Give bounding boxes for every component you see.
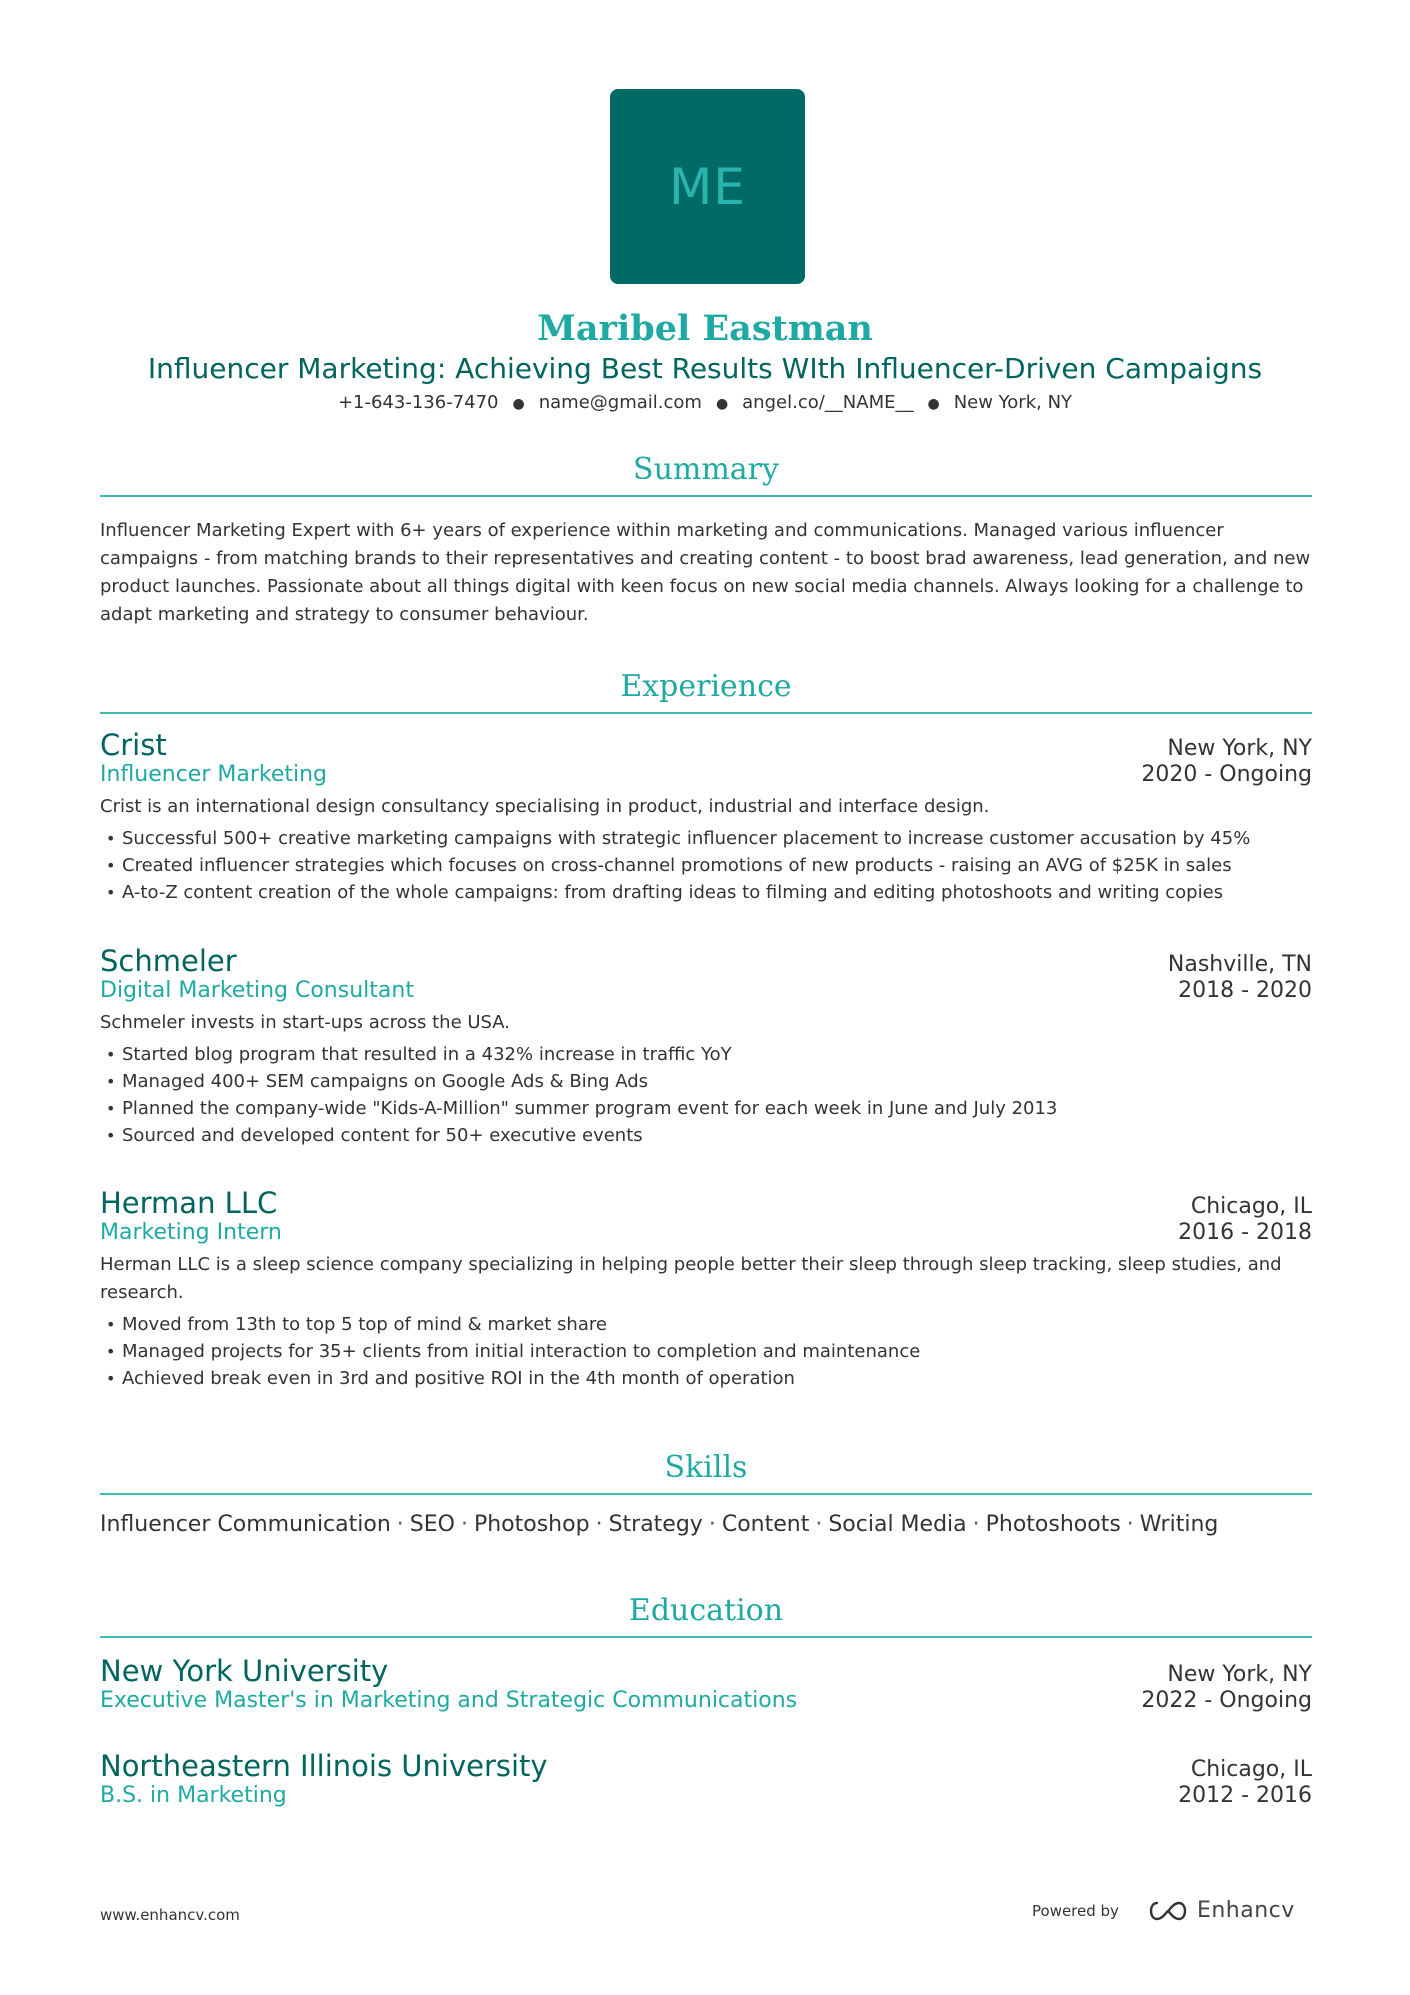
experience-entry	[100, 944, 1312, 1149]
skill-item: Photoshop	[473, 1512, 590, 1537]
education-location: Chicago, IL	[1190, 1757, 1312, 1782]
experience-dates: 2016 - 2018	[1178, 1220, 1312, 1245]
experience-company: Crist	[100, 728, 167, 762]
separator-dot: ●	[512, 396, 525, 412]
experience-bullet: • Started blog program that resulted in a 432% increase in traffic YoY	[100, 1041, 1312, 1068]
experience-location: Nashville, TN	[1167, 952, 1312, 977]
summary-text: Influencer Marketing Expert with 6+ years of experience within marketing and communications. Managed various influencer campaigns - from matching brands to their representatives and creating content - to boost brad awareness, lead generation, and new product launches. Passionate about all things digital with keen focus on new social media channels. Always looking for a challenge to adapt marketing and strategy to consumer behaviour.	[100, 520, 1311, 625]
avatar	[610, 89, 805, 284]
education-dates: 2022 - Ongoing	[1141, 1688, 1312, 1713]
experience-location: New York, NY	[1167, 736, 1312, 761]
separator-dot: ●	[715, 396, 729, 412]
education-school: New York University	[100, 1654, 389, 1688]
experience-entry	[100, 1186, 1312, 1392]
skill-item: SEO	[409, 1512, 455, 1537]
avatar-initials: ME	[669, 157, 746, 216]
footer-website[interactable]: www.enhancv.com	[100, 1906, 240, 1924]
skill-item: Strategy	[608, 1512, 703, 1537]
experience-description: Crist is an international design consultancy specialising in product, industrial and interface design.	[100, 796, 990, 817]
education-degree: Executive Master's in Marketing and Strategic Communications	[100, 1688, 798, 1713]
skill-item: Content	[721, 1512, 810, 1537]
experience-bullet: • Managed projects for 35+ clients from initial interaction to completion and maintenance	[100, 1338, 1312, 1365]
education-dates: 2012 - 2016	[1178, 1783, 1312, 1808]
experience-entry	[100, 728, 1312, 906]
section-title-experience: Experience	[100, 669, 1312, 714]
experience-company: Herman LLC	[100, 1186, 278, 1220]
education-entry	[100, 1749, 1312, 1808]
separator-dot: ●	[927, 396, 940, 412]
contact-location: New York, NY	[953, 392, 1073, 413]
experience-location: Chicago, IL	[1190, 1194, 1312, 1219]
experience-description: Schmeler invests in start-ups across the USA.	[100, 1012, 511, 1033]
skill-item: Influencer Communication	[100, 1512, 391, 1537]
section-title-summary: Summary	[100, 452, 1312, 497]
contact-phone[interactable]: +1-643-136-7470	[337, 392, 499, 413]
education-entry	[100, 1654, 1312, 1713]
experience-bullet: • Moved from 13th to top 5 top of mind & market share	[100, 1311, 1312, 1338]
education-location: New York, NY	[1167, 1662, 1312, 1687]
experience-bullet: • Successful 500+ creative marketing campaigns with strategic influencer placement to increase customer accusation by 45%	[100, 825, 1312, 852]
skill-item: Writing	[1139, 1512, 1219, 1537]
enhancv-logo	[1145, 1898, 1295, 1923]
experience-description: Herman LLC is a sleep science company specializing in helping people better their sleep through sleep tracking, sleep studies, and research.	[100, 1254, 1282, 1303]
skill-item: Photoshoots	[985, 1512, 1121, 1537]
contact-email[interactable]: name@gmail.com	[538, 392, 702, 413]
section-title-education: Education	[100, 1593, 1312, 1638]
experience-role: Digital Marketing Consultant	[100, 978, 414, 1003]
experience-bullets	[100, 1311, 1312, 1392]
experience-bullet: • Achieved break even in 3rd and positive ROI in the 4th month of operation	[100, 1365, 1312, 1392]
candidate-name: Maribel Eastman	[537, 308, 873, 349]
experience-company: Schmeler	[100, 944, 237, 978]
experience-bullet: • Sourced and developed content for 50+ executive events	[100, 1122, 1312, 1149]
experience-bullets	[100, 825, 1312, 906]
enhancv-brand: Enhancv	[1196, 1898, 1295, 1923]
experience-bullets	[100, 1041, 1312, 1149]
education-school: Northeastern Illinois University	[100, 1749, 548, 1783]
experience-role: Influencer Marketing	[100, 762, 328, 787]
candidate-headline: Influencer Marketing: Achieving Best Results WIth Influencer-Driven Campaigns	[147, 352, 1263, 385]
contact-website[interactable]: angel.co/__NAME__	[742, 392, 914, 413]
enhancv-logo-icon	[1145, 1899, 1191, 1923]
experience-role: Marketing Intern	[100, 1220, 282, 1245]
footer-powered-by[interactable]	[1032, 1898, 1295, 1923]
powered-by-label: Powered by	[1032, 1901, 1119, 1920]
experience-dates: 2018 - 2020	[1178, 978, 1312, 1003]
experience-dates: 2020 - Ongoing	[1141, 762, 1312, 787]
section-title-skills: Skills	[100, 1450, 1312, 1495]
contact-line	[0, 392, 1410, 413]
education-degree: B.S. in Marketing	[100, 1783, 287, 1808]
skills-list: Influencer Communication · SEO · Photoshop · Strategy · Content · Social Media · Photoshoots · Writing	[100, 1512, 1219, 1537]
skill-item: Social Media	[828, 1512, 967, 1537]
experience-bullet: • Created influencer strategies which focuses on cross-channel promotions of new products - raising an AVG of $25K in sales	[100, 852, 1312, 879]
experience-bullet: • Planned the company-wide "Kids-A-Million" summer program event for each week in June and July 2013	[100, 1095, 1312, 1122]
experience-bullet: • Managed 400+ SEM campaigns on Google Ads & Bing Ads	[100, 1068, 1312, 1095]
experience-bullet: • A-to-Z content creation of the whole campaigns: from drafting ideas to filming and editing photoshoots and writing copies	[100, 879, 1312, 906]
